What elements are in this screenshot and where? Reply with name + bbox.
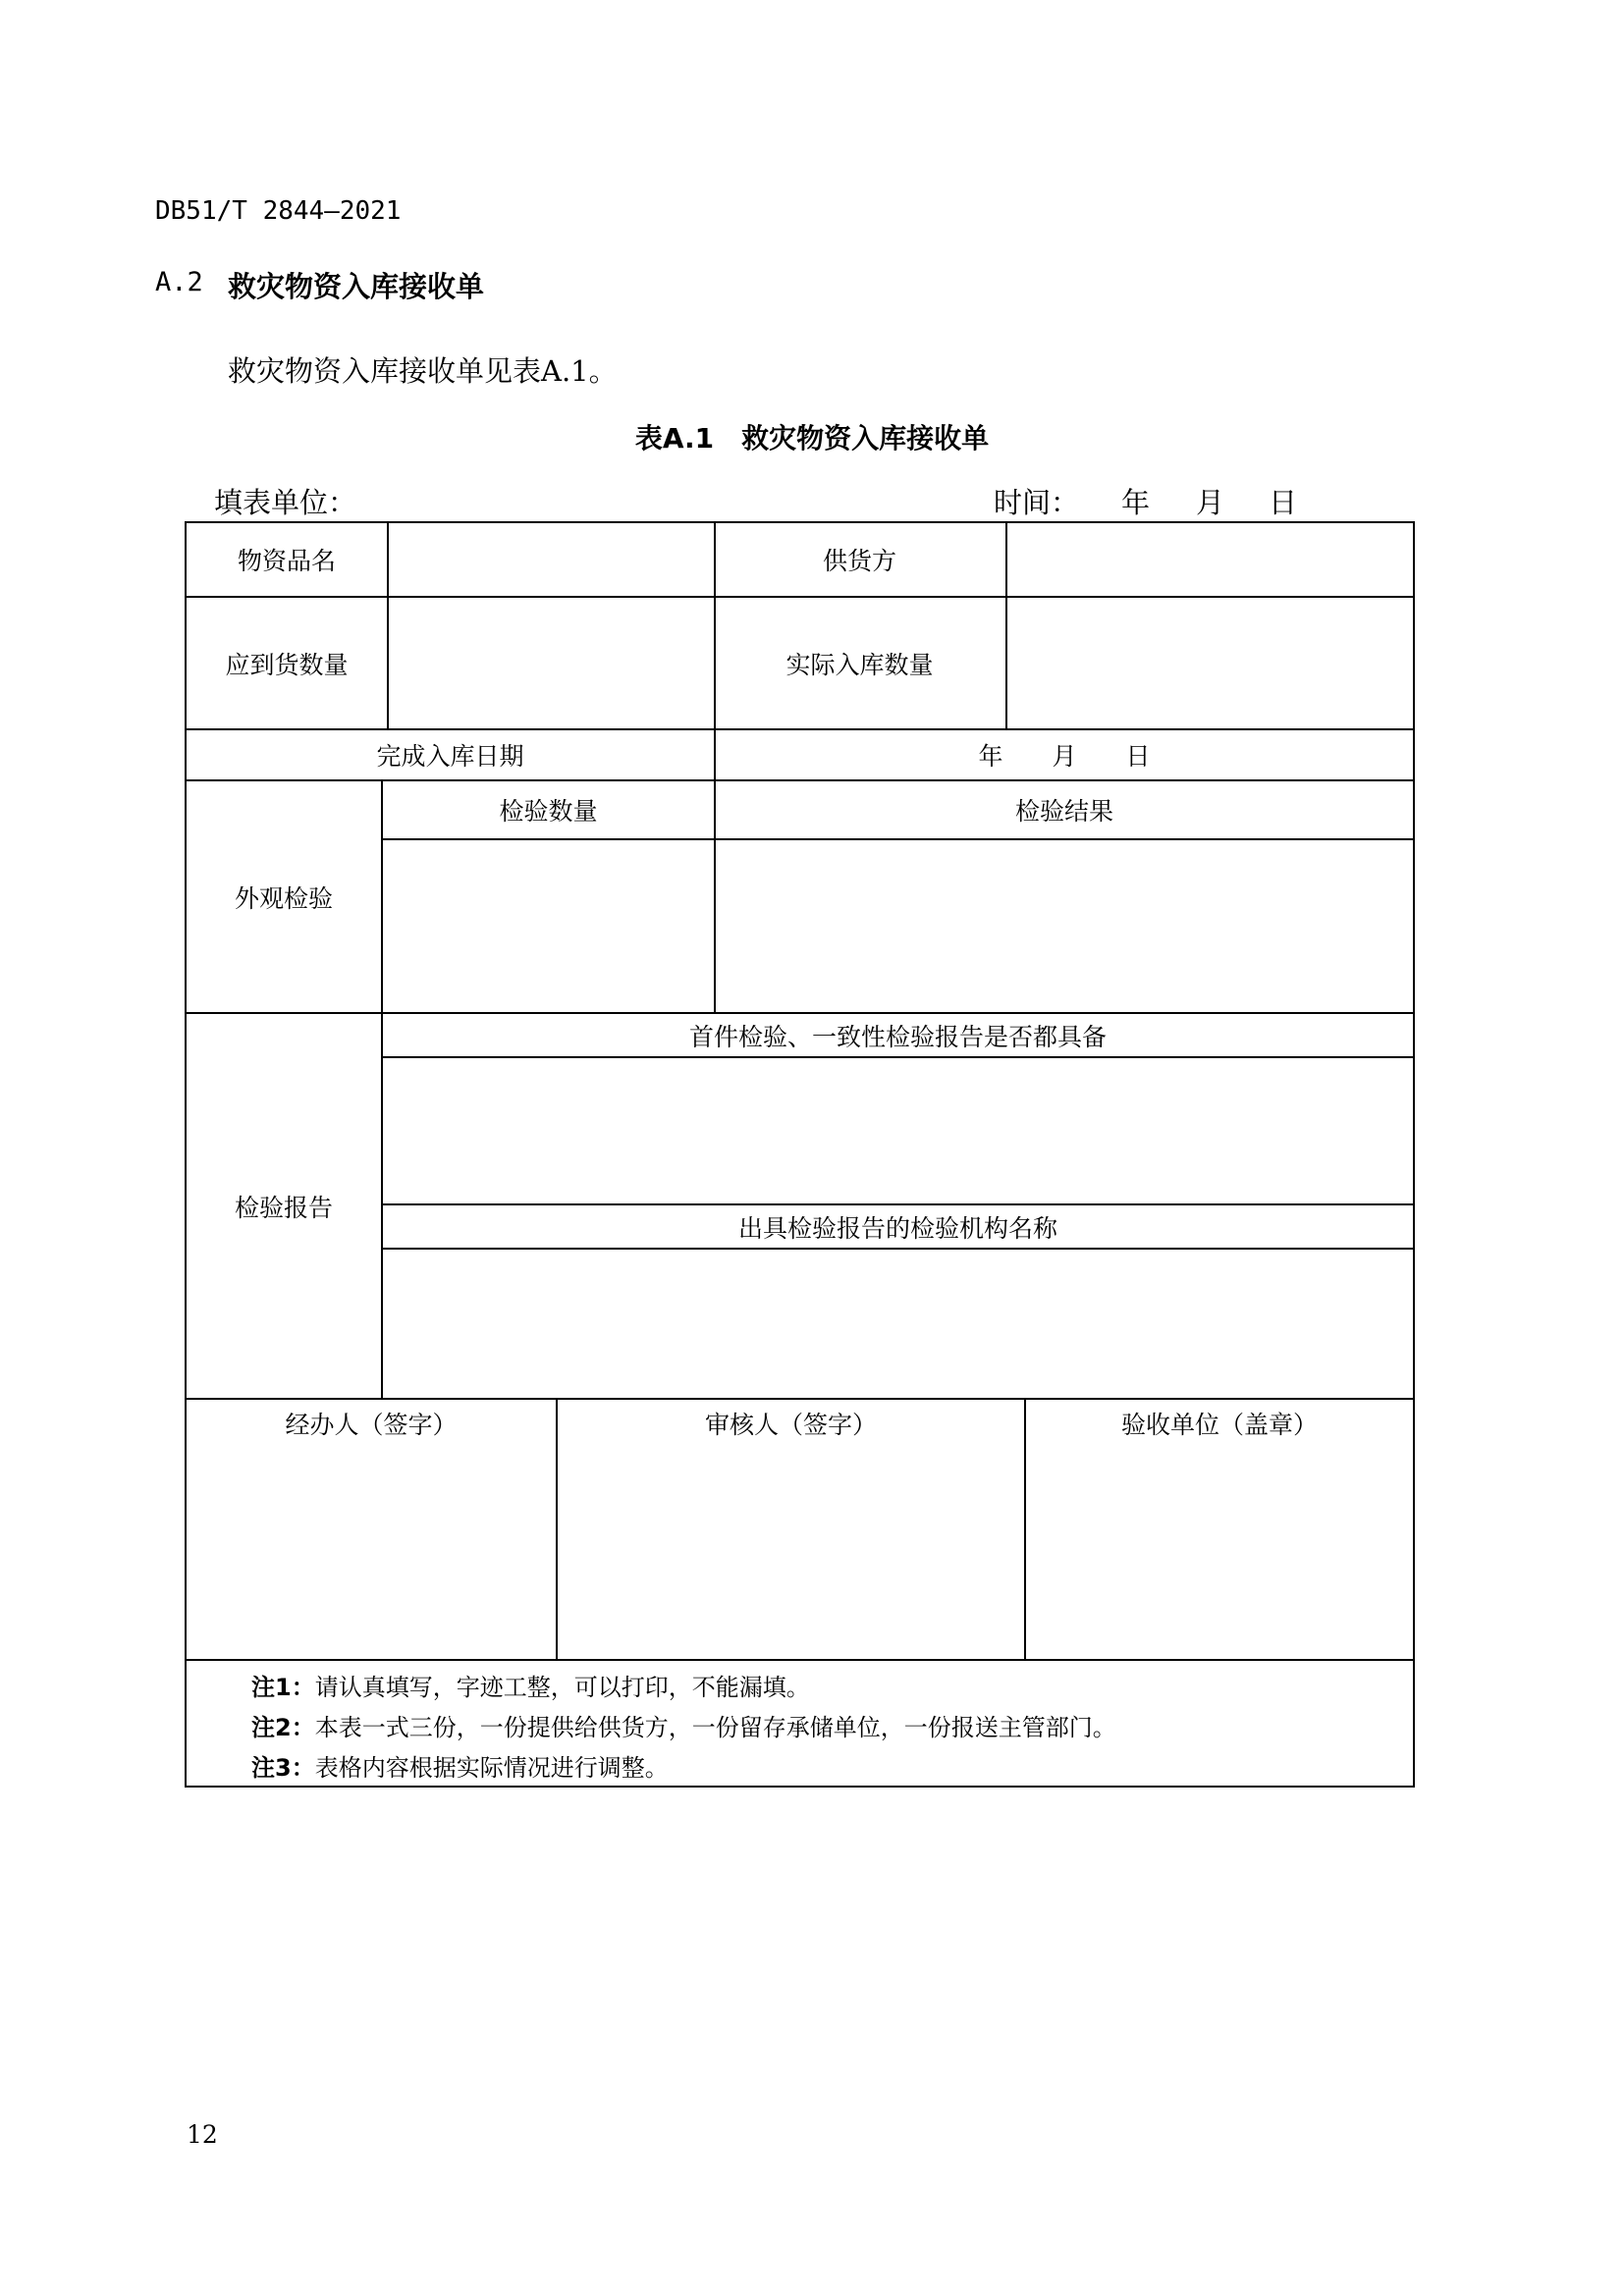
filler-unit-label: 填表单位：	[214, 486, 357, 519]
section-title: 救灾物资入库接收单	[228, 270, 485, 303]
actual-qty-label: 实际入库数量	[785, 650, 934, 679]
appearance-check-label: 外观检验	[234, 883, 333, 913]
note-2-label: 注2：	[251, 1714, 315, 1741]
check-qty-header: 检验数量	[499, 797, 598, 826]
note-2	[251, 1708, 1116, 1742]
section-number: A.2	[155, 267, 203, 297]
time-day: 日	[1269, 486, 1298, 519]
page-number: 12	[187, 2120, 218, 2149]
receiving-unit-seal[interactable]: 验收单位（盖章）	[1120, 1411, 1318, 1439]
report-agency-header: 出具检验报告的检验机构名称	[737, 1213, 1057, 1243]
expected-qty-value[interactable]	[389, 598, 714, 728]
note-3-text: 表格内容根据实际情况进行调整。	[314, 1754, 669, 1782]
time-label: 时间：	[994, 486, 1080, 519]
completion-date-value[interactable]: 年 月 日	[978, 742, 1151, 771]
goods-name-value[interactable]	[389, 523, 714, 596]
supplier-label: 供货方	[822, 547, 896, 575]
handler-signature[interactable]: 经办人（签字）	[285, 1411, 458, 1439]
note-1	[251, 1668, 810, 1702]
completion-date-label: 完成入库日期	[376, 742, 524, 771]
standard-code: DB51/T 2844—2021	[155, 196, 402, 226]
time-month: 月	[1196, 486, 1225, 519]
table-caption: 表A.1 救灾物资入库接收单	[634, 422, 990, 454]
inspection-report-label: 检验报告	[234, 1193, 333, 1222]
expected-qty-label: 应到货数量	[225, 650, 349, 679]
report-question-header: 首件检验、一致性检验报告是否都具备	[688, 1022, 1107, 1051]
note-3	[251, 1748, 669, 1783]
note-1-text: 请认真填写，字迹工整，可以打印，不能漏填。	[314, 1674, 810, 1701]
check-qty-value[interactable]	[383, 840, 714, 1012]
report-question-value[interactable]	[383, 1058, 1413, 1203]
check-result-header: 检验结果	[1014, 797, 1113, 826]
actual-qty-value[interactable]	[1007, 598, 1413, 728]
report-agency-value[interactable]	[383, 1250, 1413, 1398]
rule	[187, 1659, 1413, 1661]
check-result-value[interactable]	[716, 840, 1413, 1012]
note-1-label: 注1：	[251, 1674, 315, 1701]
section-intro: 救灾物资入库接收单见表A.1。	[228, 354, 618, 388]
note-3-label: 注3：	[251, 1754, 315, 1782]
time-year: 年	[1121, 486, 1151, 519]
receipt-form-table	[185, 521, 1415, 1788]
reviewer-signature[interactable]: 审核人（签字）	[704, 1411, 877, 1439]
supplier-value[interactable]	[1007, 523, 1413, 596]
note-2-text: 本表一式三份，一份提供给供货方，一份留存承储单位，一份报送主管部门。	[314, 1714, 1116, 1741]
goods-name-label: 物资品名	[237, 547, 336, 575]
